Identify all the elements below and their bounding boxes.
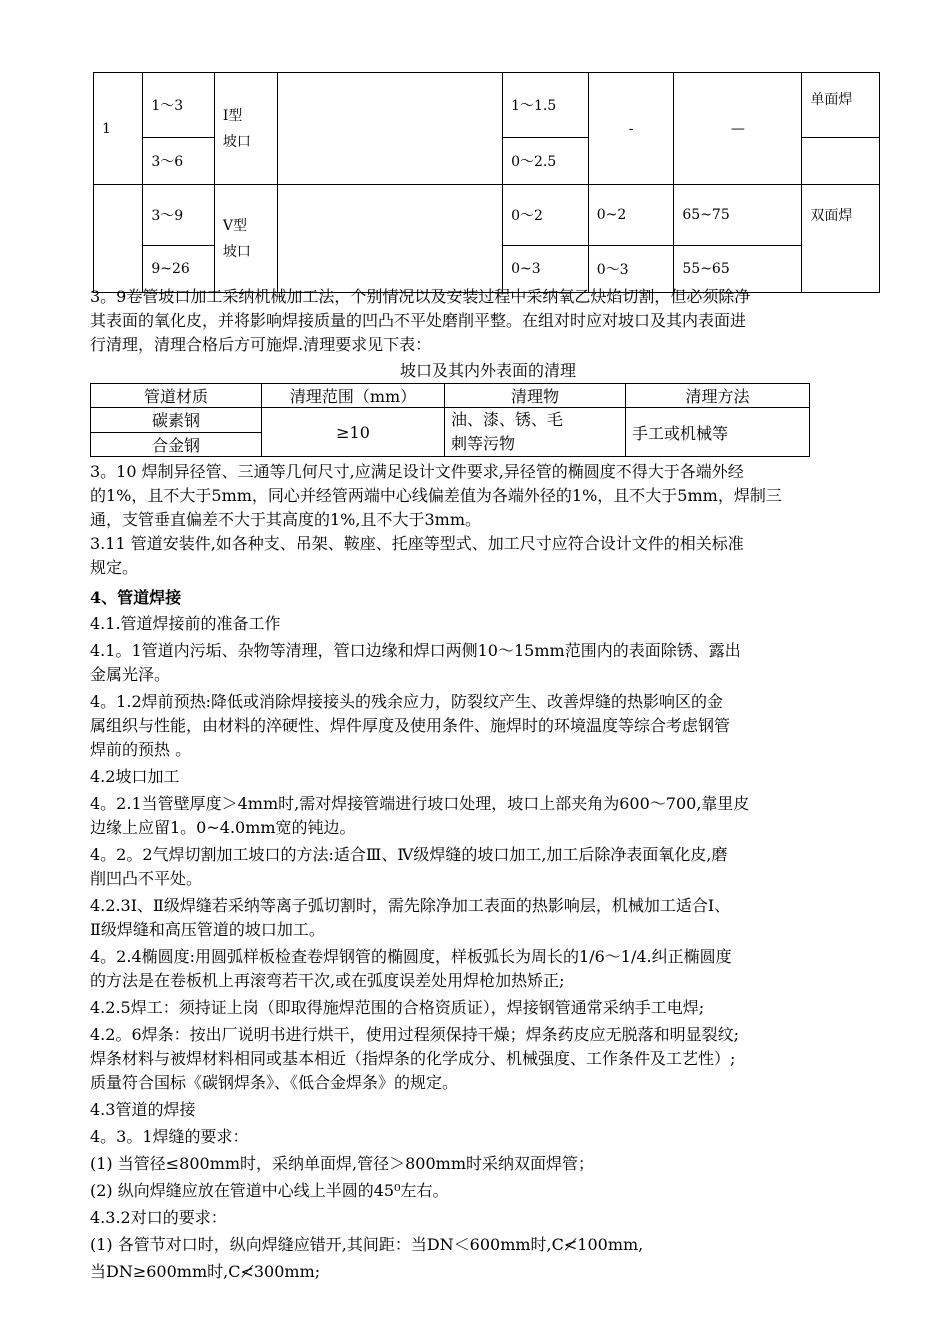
paragraph-3-9 <box>90 285 750 357</box>
header-cell: 清理方法 <box>626 384 810 408</box>
text-line: 4.1.管道焊接前的准备工作 <box>90 614 281 633</box>
blunt-cell: 0~2 <box>588 185 674 246</box>
text-line: 4.3.2对口的要求： <box>90 1208 227 1227</box>
header-cell: 管道材质 <box>91 384 262 408</box>
gap-cell: 0~3 <box>503 246 589 293</box>
text-line: 当DN≥600mm时,C≮300mm; <box>90 1262 321 1281</box>
text-line: 的1%，且不大于5mm，同心并经管两端中心线偏差值为各端外径的1%，且不大于5mm，焊制三 <box>90 486 782 505</box>
text-line: 边缘上应留1。0~4.0mm宽的钝边。 <box>90 818 356 837</box>
text-line: 4.1。1管道内污垢、杂物等清理，管口边缘和焊口两侧10～15mm范围内的表面除锈、露出 <box>90 641 741 660</box>
text-line: 4。2。2气焊切割加工坡口的方法:适合Ⅲ、Ⅳ级焊缝的坡口加工,加工后除净表面氧化皮,磨 <box>90 845 728 864</box>
groove-spec-table <box>93 72 880 293</box>
thickness-cell: 9~26 <box>143 246 215 293</box>
note-cell <box>802 138 880 185</box>
text-line: 4。3。1焊缝的要求： <box>90 1127 249 1146</box>
table-caption: 坡口及其内外表面的清理 <box>400 361 577 380</box>
text-line: 4.2。6焊条：按出厂说明书进行烘干，使用过程须保持干燥；焊条药皮应无脱落和明显裂纹; <box>90 1025 740 1044</box>
text-line: 削凹凸不平处。 <box>90 869 203 888</box>
text-line: 3.11 管道安装件,如各种支、吊架、鞍座、托座等型式、加工尺寸应符合设计文件的相关标准 <box>90 534 744 553</box>
thickness-cell: 3～6 <box>143 138 215 185</box>
text-line: 3。10 焊制异径管、三通等几何尺寸,应满足设计文件要求,异径管的椭圆度不得大于各端外经 <box>90 462 744 481</box>
groove-diagram-cell <box>278 73 503 185</box>
text-line: 金属光泽。 <box>90 665 171 684</box>
groove-diagram-cell <box>278 185 503 293</box>
angle-cell: — <box>674 73 802 185</box>
row-number <box>94 185 143 293</box>
text-line: 4.2.5焊工：须持证上岗（即取得施焊范围的合格资质证），焊接钢管通常采纳手工电焊; <box>90 998 705 1017</box>
material-cell: 合金钢 <box>91 432 262 457</box>
gap-cell: 0～2.5 <box>503 138 589 185</box>
thickness-cell: 1～3 <box>143 73 215 138</box>
cleaning-table <box>90 383 810 457</box>
blunt-cell: - <box>588 73 674 185</box>
material-cell: 碳素钢 <box>91 408 262 433</box>
angle-cell: 55~65 <box>674 246 802 293</box>
text-line: 的方法是在卷板机上再滚弯若干次,或在弧度误差处用焊枪加热矫正; <box>90 971 565 990</box>
text-line: 焊条材料与被焊材料相同或基本相近（指焊条的化学成分、机械强度、工作条件及工艺性）; <box>90 1049 736 1068</box>
text-line: 4.2.3Ⅰ、Ⅱ级焊缝若采纳等离子弧切割时，需先除净加工表面的热影响层，机械加工适合Ⅰ、 <box>90 896 731 915</box>
blunt-cell: 0～3 <box>588 246 674 293</box>
thickness-cell: 3～9 <box>143 185 215 246</box>
text-line: 3。9卷管坡口加工采纳机械加工法，个别情况以及安装过程中采纳氧乙炔焰切割，但必须除净 <box>90 287 751 306</box>
note-cell: 单面焊 <box>802 73 880 138</box>
objects-cell: 油、漆、锈、毛 刺等污物 <box>445 408 626 457</box>
range-cell: ≥10 <box>262 408 445 457</box>
text-line: Ⅱ级焊缝和高压管道的坡口加工。 <box>90 920 325 939</box>
method-cell: 手工或机械等 <box>626 408 810 457</box>
gap-cell: 1～1.5 <box>503 73 589 138</box>
angle-cell: 65~75 <box>674 185 802 246</box>
text-line: 通，支管垂直偏差不大于其高度的1%,且不大于3mm。 <box>90 510 481 529</box>
gap-cell: 0～2 <box>503 185 589 246</box>
text-line: 规定。 <box>90 558 139 577</box>
groove-type-cell: Ⅰ型 坡口 <box>214 73 277 185</box>
text-line: 质量符合国标《碳钢焊条》、《低合金焊条》的规定。 <box>90 1073 459 1092</box>
text-line: (1) 各管节对口时，纵向焊缝应错开,其间距：当DN＜600mm时,C≮100mm, <box>90 1235 644 1254</box>
text-line: 4.2坡口加工 <box>90 767 180 786</box>
text-line: 4。1.2焊前预热:降低或消除焊接接头的残余应力，防裂纹产生、改善焊缝的热影响区的金 <box>90 692 724 711</box>
text-line: (2) 纵向焊缝应放在管道中心线上半圆的45⁰左右。 <box>90 1181 449 1200</box>
text-line: 其表面的氧化皮，并将影响焊接质量的凹凸不平处磨削平整。在组对时应对坡口及其内表面进 <box>90 311 747 330</box>
text-line: 4。2.4椭圆度:用圆弧样板检查卷焊钢管的椭圆度，样板弧长为周长的1/6～1/4.纠正椭圆度 <box>90 947 732 966</box>
header-cell: 清理范围（mm） <box>262 384 445 408</box>
text-line: 焊前的预热 。 <box>90 740 192 759</box>
text-line: 属组织与性能，由材料的淬硬性、焊件厚度及使用条件、施焊时的环境温度等综合考虑钢管 <box>90 716 731 735</box>
row-number: 1 <box>94 73 143 185</box>
note-cell: 双面焊 <box>802 185 880 293</box>
groove-type-cell: Ⅴ型 坡口 <box>214 185 277 293</box>
text-line: 4.3管道的焊接 <box>90 1100 196 1119</box>
body-text <box>90 612 749 1284</box>
header-cell: 清理物 <box>445 384 626 408</box>
section-heading: 4、管道焊接 <box>90 588 182 607</box>
text-line: 4。2.1当管壁厚度＞4mm时,需对焊接管端进行坡口处理，坡口上部夹角为600～700,靠里皮 <box>90 794 750 813</box>
text-line: (1) 当管径≤800mm时，采纳单面焊,管径＞800mm时采纳双面焊管； <box>90 1154 595 1173</box>
paragraph-3-10 <box>90 460 782 580</box>
text-line: 行清理，清理合格后方可施焊.清理要求见下表： <box>90 335 432 354</box>
